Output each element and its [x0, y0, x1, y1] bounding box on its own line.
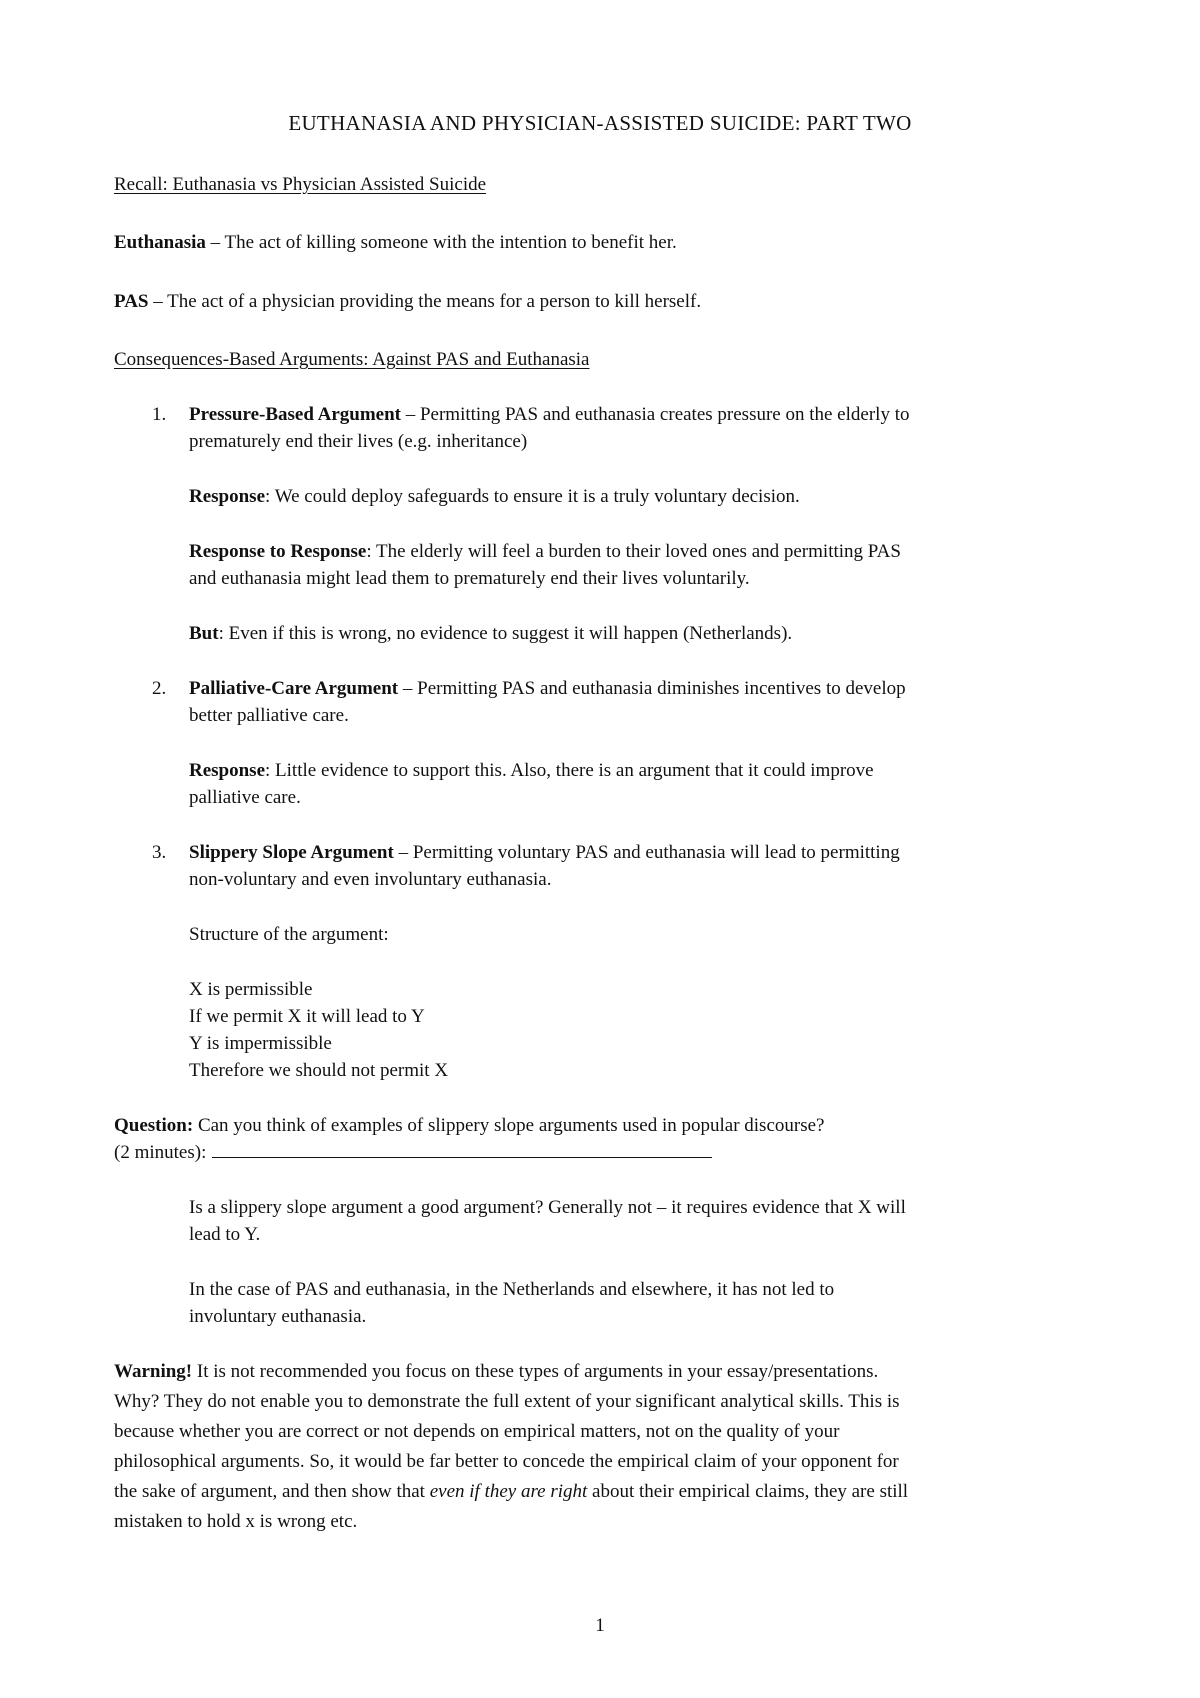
warning-emphasis: even if they are right [429, 1481, 588, 1502]
warning-text: the sake of argument, and then show that [114, 1481, 430, 1502]
argument-2-line2: better palliative care. [189, 705, 349, 726]
followup-1-line1: Is a slippery slope argument a good argument? Generally not – it requires evidence that X will [189, 1197, 906, 1218]
definition-term: Euthanasia [114, 232, 206, 253]
question-label: Question: [114, 1115, 194, 1136]
warning-label: Warning! [114, 1361, 193, 1382]
warning-line1 [114, 1358, 878, 1385]
warning-text: about their empirical claims, they are still [587, 1481, 909, 1502]
argument-1-line [189, 401, 909, 428]
argument-text: – Permitting PAS and euthanasia diminishes incentives to develop [398, 678, 906, 699]
argument-name: Slippery Slope Argument [189, 842, 394, 863]
definition-pas [114, 288, 701, 315]
warning-line5 [114, 1478, 908, 1505]
argument-1-response [189, 483, 800, 510]
answer-blank[interactable] [212, 1139, 712, 1158]
response-label: Response [189, 486, 266, 507]
structure-line: Therefore we should not permit X [189, 1060, 449, 1081]
question-answer-line [114, 1139, 712, 1166]
argument-name: Pressure-Based Argument [189, 404, 401, 425]
response-text: : Little evidence to support this. Also, there is an argument that it could improve [265, 760, 874, 781]
argument-text: – Permitting voluntary PAS and euthanasia will lead to permitting [393, 842, 900, 863]
response-label: Response [189, 760, 266, 781]
warning-line4: philosophical arguments. So, it would be far better to concede the empirical claim of your opponent for [114, 1451, 899, 1472]
response-text: : The elderly will feel a burden to their loved ones and permitting PAS [366, 541, 901, 562]
response-label: Response to Response [189, 541, 367, 562]
structure-line: X is permissible [189, 979, 313, 1000]
definition-text: – The act of a physician providing the means for a person to kill herself. [148, 291, 702, 312]
argument-2-response [189, 757, 874, 784]
list-number: 3. [152, 842, 167, 863]
warning-text: It is not recommended you focus on these types of arguments in your essay/presentations. [192, 1361, 879, 1382]
question-text: Can you think of examples of slippery slope arguments used in popular discourse? [193, 1115, 825, 1136]
but-label: But [189, 623, 219, 644]
response-text: : We could deploy safeguards to ensure it is a truly voluntary decision. [265, 486, 800, 507]
argument-text: – Permitting PAS and euthanasia creates pressure on the elderly to [400, 404, 910, 425]
consequences-heading: Consequences-Based Arguments: Against PAS and Euthanasia [114, 349, 590, 370]
argument-1-line2: prematurely end their lives (e.g. inheritance) [189, 431, 528, 452]
but-text: : Even if this is wrong, no evidence to suggest it will happen (Netherlands). [218, 623, 793, 644]
structure-label: Structure of the argument: [189, 924, 389, 945]
warning-line6: mistaken to hold x is wrong etc. [114, 1511, 358, 1532]
recall-heading: Recall: Euthanasia vs Physician Assisted Suicide [114, 174, 487, 195]
warning-line2: Why? They do not enable you to demonstrate the full extent of your significant analytical skills. This is [114, 1391, 900, 1412]
followup-1-line2: lead to Y. [189, 1224, 261, 1245]
argument-1-response-to-response-line2: and euthanasia might lead them to prematurely end their lives voluntarily. [189, 568, 750, 589]
followup-2-line1: In the case of PAS and euthanasia, in the Netherlands and elsewhere, it has not led to [189, 1279, 835, 1300]
argument-1-but [189, 620, 792, 647]
definition-euthanasia [114, 229, 677, 256]
argument-3-line2: non-voluntary and even involuntary euthanasia. [189, 869, 552, 890]
structure-line: Y is impermissible [189, 1033, 332, 1054]
question [114, 1112, 824, 1139]
argument-2-response-line2: palliative care. [189, 787, 301, 808]
argument-1-response-to-response [189, 538, 901, 565]
warning-line3: because whether you are correct or not depends on empirical matters, not on the quality of your [114, 1421, 840, 1442]
question-timing: (2 minutes): [114, 1142, 207, 1163]
page-title: EUTHANASIA AND PHYSICIAN-ASSISTED SUICIDE: PART TWO [288, 111, 912, 135]
definition-term: PAS [114, 291, 149, 312]
definition-text: – The act of killing someone with the intention to benefit her. [205, 232, 677, 253]
argument-2-line [189, 675, 906, 702]
page-number: 1 [595, 1615, 605, 1636]
list-number: 2. [152, 678, 167, 699]
structure-line: If we permit X it will lead to Y [189, 1006, 425, 1027]
followup-2-line2: involuntary euthanasia. [189, 1306, 367, 1327]
argument-3-line [189, 839, 900, 866]
list-number: 1. [152, 404, 167, 425]
argument-name: Palliative-Care Argument [189, 678, 399, 699]
